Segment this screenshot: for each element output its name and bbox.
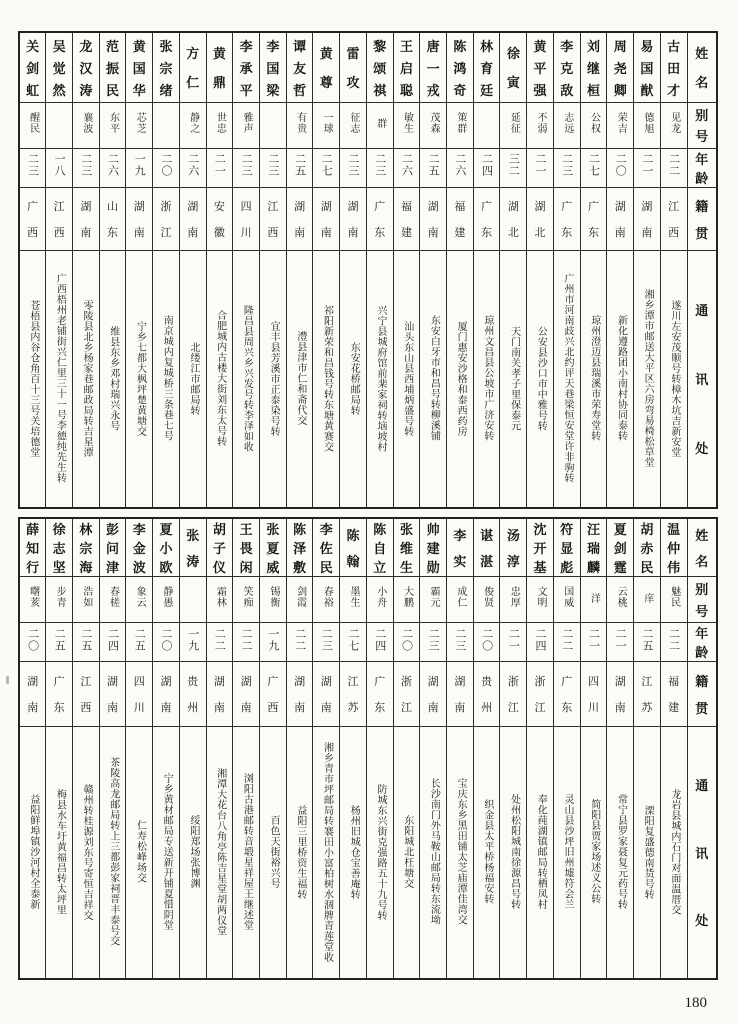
alias-cell: 步青 xyxy=(46,577,73,623)
name-cell: 龙 汉 涛 xyxy=(72,32,99,102)
age-cell: 二二 xyxy=(553,623,580,662)
native-cell: 广 东 xyxy=(553,662,580,727)
age-cell: 二五 xyxy=(634,623,661,662)
address-cell: 杨州旧城仓宝善庵转 xyxy=(340,727,367,979)
name-cell: 林 宗 海 xyxy=(72,518,99,577)
row-label-address: 通 讯 处 xyxy=(687,250,717,508)
age-cell: 二三 xyxy=(72,148,99,187)
native-cell: 江 西 xyxy=(660,187,687,250)
native-cell: 四 川 xyxy=(126,662,153,727)
native-cell: 广 东 xyxy=(553,187,580,250)
native-cell: 湖 南 xyxy=(179,187,206,250)
native-cell: 浙 江 xyxy=(153,187,180,250)
name-cell: 温 仲 伟 xyxy=(660,518,687,577)
native-cell: 广 东 xyxy=(46,662,73,727)
address-cell: 公安县沙口市中雅号转 xyxy=(527,250,554,508)
name-cell: 关 剑 虹 xyxy=(19,32,46,102)
name-cell: 谭 友 哲 xyxy=(286,32,313,102)
age-cell: 二四 xyxy=(527,623,554,662)
alias-cell: 剑霞 xyxy=(286,577,313,623)
name-cell: 李 金 波 xyxy=(126,518,153,577)
age-cell: 二一 xyxy=(634,148,661,187)
address-cell: 湘乡潭市邮送大平区六房弯易椅松草堂 xyxy=(634,250,661,508)
row-label-age: 年 龄 xyxy=(687,148,717,187)
row-label-alias: 别 号 xyxy=(687,102,717,148)
name-cell: 周 尧 卿 xyxy=(607,32,634,102)
name-cell: 张 涛 xyxy=(179,518,206,577)
address-row xyxy=(19,727,717,979)
alias-cell: 雅声 xyxy=(233,102,260,148)
directory-table-top xyxy=(18,31,718,509)
alias-cell: 霜林 xyxy=(206,577,233,623)
age-cell: 一八 xyxy=(46,148,73,187)
name-cell: 张 宗 绪 xyxy=(153,32,180,102)
address-cell: 长沙南门外马鞍山邮局转东流坳 xyxy=(420,727,447,979)
name-cell: 谌 湛 xyxy=(473,518,500,577)
native-cell: 湖 南 xyxy=(313,187,340,250)
native-cell: 江 苏 xyxy=(340,662,367,727)
address-cell: 琼州澄迈县瑞溪市荣寿堂转 xyxy=(580,250,607,508)
age-cell: 二一 xyxy=(607,623,634,662)
age-cell: 二二 xyxy=(286,623,313,662)
age-cell: 二〇 xyxy=(607,148,634,187)
alias-cell: 世忠 xyxy=(206,102,233,148)
name-cell: 沈 开 基 xyxy=(527,518,554,577)
age-cell: 二三 xyxy=(366,148,393,187)
name-cell: 黄 尊 xyxy=(313,32,340,102)
age-row xyxy=(19,623,717,662)
directory-table-bottom xyxy=(18,517,718,980)
alias-cell: 小舟 xyxy=(366,577,393,623)
native-cell: 广 西 xyxy=(260,662,287,727)
native-cell: 广 西 xyxy=(19,187,46,250)
age-cell: 二六 xyxy=(179,148,206,187)
address-cell: 遂川左安茂顺号转樟木坑吉新安堂 xyxy=(660,250,687,508)
alias-cell: 有贵 xyxy=(286,102,313,148)
native-cell: 福 建 xyxy=(660,662,687,727)
address-cell: 织金县太平桥杨福安转 xyxy=(473,727,500,979)
name-cell: 陈 翰 xyxy=(340,518,367,577)
name-cell: 徐 寅 xyxy=(500,32,527,102)
alias-cell: 浩如 xyxy=(72,577,99,623)
address-cell: 赣州转桂源刘东号寄恒吉祥交 xyxy=(72,727,99,979)
age-cell: 二二 xyxy=(206,623,233,662)
address-cell: 南京城内复城桥三条巷七号 xyxy=(153,250,180,508)
age-cell: 二三 xyxy=(553,148,580,187)
address-cell: 合肥城内古楼大街刘东太号转 xyxy=(206,250,233,508)
address-cell: 益阳鲜埠镇沙河村全泰新 xyxy=(19,727,46,979)
age-cell: 二二 xyxy=(660,148,687,187)
native-cell: 广 东 xyxy=(580,187,607,250)
age-cell: 二〇 xyxy=(393,623,420,662)
native-cell: 湖 南 xyxy=(420,662,447,727)
address-cell: 益阳三里桥资生福转 xyxy=(286,727,313,979)
native-cell: 湖 南 xyxy=(340,187,367,250)
native-cell: 江 苏 xyxy=(634,662,661,727)
address-cell: 仁寿松峰场交 xyxy=(126,727,153,979)
age-cell: 二五 xyxy=(46,623,73,662)
tables-wrap xyxy=(18,31,718,980)
alias-cell: 醒民 xyxy=(19,102,46,148)
native-cell: 贵 州 xyxy=(473,662,500,727)
age-cell: 二一 xyxy=(580,623,607,662)
name-cell: 李 克 敌 xyxy=(553,32,580,102)
name-cell: 王 畏 闲 xyxy=(233,518,260,577)
age-cell: 二七 xyxy=(580,148,607,187)
address-cell: 湘乡青市坪邮局转褰田小富柏树水涸牌青莲堂收 xyxy=(313,727,340,979)
name-cell: 方 仁 xyxy=(179,32,206,102)
native-cell: 浙 江 xyxy=(527,662,554,727)
native-cell: 湖 南 xyxy=(286,187,313,250)
alias-cell xyxy=(260,102,287,148)
alias-cell: 群 xyxy=(366,102,393,148)
name-row xyxy=(19,518,717,577)
alias-cell: 见龙 xyxy=(660,102,687,148)
age-cell: 二二 xyxy=(233,623,260,662)
native-cell: 江 西 xyxy=(72,662,99,727)
alias-cell: 魅民 xyxy=(660,577,687,623)
native-cell: 湖 南 xyxy=(206,662,233,727)
alias-cell: 策群 xyxy=(447,102,474,148)
name-cell: 唐 一 戎 xyxy=(420,32,447,102)
alias-cell: 霸元 xyxy=(420,577,447,623)
native-cell: 湖 南 xyxy=(420,187,447,250)
native-cell: 江 西 xyxy=(260,187,287,250)
native-cell: 湖 南 xyxy=(153,662,180,727)
alias-cell: 忠厚 xyxy=(500,577,527,623)
name-cell: 古 田 才 xyxy=(660,32,687,102)
age-cell: 一九 xyxy=(179,623,206,662)
address-cell: 隆昌县周兴乡兴发号转李泽如收 xyxy=(233,250,260,508)
age-cell: 二七 xyxy=(340,623,367,662)
row-label-alias: 别 号 xyxy=(687,577,717,623)
native-cell: 湖 南 xyxy=(99,662,126,727)
age-cell: 二三 xyxy=(260,148,287,187)
native-cell: 湖 南 xyxy=(19,662,46,727)
name-cell: 王 启 聪 xyxy=(393,32,420,102)
address-cell: 北缕江市邮局转 xyxy=(179,250,206,508)
alias-cell: 春裕 xyxy=(313,577,340,623)
row-label-name: 姓 名 xyxy=(687,518,717,577)
age-cell: 二五 xyxy=(72,623,99,662)
address-cell: 简阳县贾家场述义公转 xyxy=(580,727,607,979)
native-cell: 湖 南 xyxy=(72,187,99,250)
address-cell: 宁乡七都大枫坪楚黄塘交 xyxy=(126,250,153,508)
alias-cell: 文明 xyxy=(527,577,554,623)
address-cell: 宝庆东乡黑田铺太芝庙潭佳湾交 xyxy=(447,727,474,979)
native-cell: 四 川 xyxy=(233,187,260,250)
age-cell: 二〇 xyxy=(153,148,180,187)
alias-cell xyxy=(153,102,180,148)
address-cell: 厦门惠安沙格和泰西药房 xyxy=(447,250,474,508)
alias-cell: 延征 xyxy=(500,102,527,148)
native-row xyxy=(19,187,717,250)
address-cell: 苍梧县内谷仓角百十三号关培德堂 xyxy=(19,250,46,508)
row-label-name: 姓 名 xyxy=(687,32,717,102)
age-cell: 二四 xyxy=(366,623,393,662)
native-cell: 湖 南 xyxy=(447,662,474,727)
alias-cell: 公权 xyxy=(580,102,607,148)
name-cell: 徐 志 坚 xyxy=(46,518,73,577)
age-cell: 二三 xyxy=(19,148,46,187)
name-cell: 夏 小 欧 xyxy=(153,518,180,577)
age-cell: 二〇 xyxy=(19,623,46,662)
name-cell: 雷 攻 xyxy=(340,32,367,102)
native-cell: 湖 北 xyxy=(500,187,527,250)
name-cell: 陈 自 立 xyxy=(366,518,393,577)
name-cell: 吴 觉 然 xyxy=(46,32,73,102)
page-number: 180 xyxy=(684,995,707,1011)
age-cell: 二一 xyxy=(500,623,527,662)
alias-cell: 云桃 xyxy=(607,577,634,623)
address-cell: 奉化莼湖镇邮局转栖凤村 xyxy=(527,727,554,979)
address-cell: 零陵县北乡杨家巷邮政局转吉星潭 xyxy=(72,250,99,508)
age-cell: 二六 xyxy=(393,148,420,187)
address-cell: 宜丰县芳溪市正泰染号转 xyxy=(260,250,287,508)
age-cell: 二三 xyxy=(447,623,474,662)
alias-cell: 笑痴 xyxy=(233,577,260,623)
address-cell: 常宁县罗家聂复元药号转 xyxy=(607,727,634,979)
native-cell: 湖 南 xyxy=(313,662,340,727)
native-cell: 广 东 xyxy=(473,187,500,250)
name-cell: 黄 国 华 xyxy=(126,32,153,102)
address-cell: 广州市河南歧兴北约评天巷梁恒安堂许非驹转 xyxy=(553,250,580,508)
age-row xyxy=(19,148,717,187)
name-cell: 李 国 梁 xyxy=(260,32,287,102)
address-cell: 东安花桥邮局转 xyxy=(340,250,367,508)
name-cell: 范 振 民 xyxy=(99,32,126,102)
address-cell: 天门南关孝子里保泰元 xyxy=(500,250,527,508)
alias-cell xyxy=(46,102,73,148)
name-cell: 胡 赤 民 xyxy=(634,518,661,577)
name-cell: 张 夏 威 xyxy=(260,518,287,577)
native-cell: 江 西 xyxy=(46,187,73,250)
address-cell: 龙岩县城内石门对面温厝交 xyxy=(660,727,687,979)
native-cell: 福 建 xyxy=(393,187,420,250)
alias-cell: 静之 xyxy=(179,102,206,148)
address-cell: 琼州文昌县公坡市广济安转 xyxy=(473,250,500,508)
address-row xyxy=(19,250,717,508)
age-cell: 二三 xyxy=(420,623,447,662)
address-cell: 广西梧州老铺街兴仁里三十一号李德纯先生转 xyxy=(46,250,73,508)
age-cell: 二四 xyxy=(473,148,500,187)
alias-cell: 洋 xyxy=(580,577,607,623)
age-cell: 二〇 xyxy=(473,623,500,662)
alias-cell: 敏生 xyxy=(393,102,420,148)
native-cell: 湖 南 xyxy=(607,662,634,727)
name-cell: 陈 鸿 奇 xyxy=(447,32,474,102)
name-cell: 夏 剑 霆 xyxy=(607,518,634,577)
alias-cell xyxy=(473,102,500,148)
address-cell: 维县东乡邓村瑞兴永号 xyxy=(99,250,126,508)
name-cell: 汤 淳 xyxy=(500,518,527,577)
address-cell: 湘潭大花台八角亭陈吉星堂胡两仪堂 xyxy=(206,727,233,979)
alias-cell: 成仁 xyxy=(447,577,474,623)
name-cell: 汪 瑞 麟 xyxy=(580,518,607,577)
native-cell: 湖 南 xyxy=(233,662,260,727)
address-cell: 宁乡黄材邮局专送新开铺夏惜阴堂 xyxy=(153,727,180,979)
alias-row xyxy=(19,577,717,623)
alias-cell: 东平 xyxy=(99,102,126,148)
age-cell: 三二 xyxy=(500,148,527,187)
native-cell: 四 川 xyxy=(580,662,607,727)
native-cell: 湖 南 xyxy=(126,187,153,250)
alias-cell: 襄波 xyxy=(72,102,99,148)
alias-cell: 一球 xyxy=(313,102,340,148)
native-cell: 浙 江 xyxy=(500,662,527,727)
alias-cell: 静愚 xyxy=(153,577,180,623)
address-cell: 东阳城北枉塘交 xyxy=(393,727,420,979)
native-row xyxy=(19,662,717,727)
address-cell: 防城东兴街克强路五十九号转 xyxy=(366,727,393,979)
age-cell: 二七 xyxy=(313,148,340,187)
name-cell: 刘 继 桓 xyxy=(580,32,607,102)
name-cell: 张 维 生 xyxy=(393,518,420,577)
name-cell: 薛 知 行 xyxy=(19,518,46,577)
age-cell: 二一 xyxy=(206,148,233,187)
address-cell: 处州松阳城南徐源昌号转 xyxy=(500,727,527,979)
name-cell: 李 佐 民 xyxy=(313,518,340,577)
alias-cell: 不弱 xyxy=(527,102,554,148)
alias-cell: 志远 xyxy=(553,102,580,148)
name-cell: 黎 颂 祺 xyxy=(366,32,393,102)
alias-cell: 墨生 xyxy=(340,577,367,623)
row-label-native: 籍 贯 xyxy=(687,187,717,250)
name-cell: 陈 泽 敷 xyxy=(286,518,313,577)
address-cell: 茶陵高龙邮局转上三都彭家祠晋丰泰号交 xyxy=(99,727,126,979)
row-label-native: 籍 贯 xyxy=(687,662,717,727)
alias-row xyxy=(19,102,717,148)
address-cell: 澧县津市仁和斋代交 xyxy=(286,250,313,508)
age-cell: 一九 xyxy=(126,148,153,187)
name-row xyxy=(19,32,717,102)
alias-cell: 茂森 xyxy=(420,102,447,148)
alias-cell: 荣吉 xyxy=(607,102,634,148)
name-cell: 李 承 平 xyxy=(233,32,260,102)
age-cell: 二三 xyxy=(313,623,340,662)
age-cell: 二五 xyxy=(126,623,153,662)
name-cell: 胡 子 仪 xyxy=(206,518,233,577)
name-cell: 林 育 廷 xyxy=(473,32,500,102)
address-cell: 新化遵路团小南村协同泰转 xyxy=(607,250,634,508)
alias-cell: 国威 xyxy=(553,577,580,623)
age-cell: 二三 xyxy=(233,148,260,187)
address-cell: 祁阳新荣和昌钱号转东塘黄赛交 xyxy=(313,250,340,508)
native-cell: 福 建 xyxy=(447,187,474,250)
row-label-address: 通 讯 处 xyxy=(687,727,717,979)
alias-cell: 曙荄 xyxy=(19,577,46,623)
native-cell: 安 徽 xyxy=(206,187,233,250)
address-cell: 梅县水车圩黄福昌转太坪里 xyxy=(46,727,73,979)
address-cell: 百色天街裕兴号 xyxy=(260,727,287,979)
alias-cell: 锡衡 xyxy=(260,577,287,623)
age-cell: 二四 xyxy=(99,623,126,662)
native-cell: 山 东 xyxy=(99,187,126,250)
native-cell: 广 东 xyxy=(366,662,393,727)
age-cell: 二五 xyxy=(286,148,313,187)
address-cell: 绥阳郑场张博渊 xyxy=(179,727,206,979)
age-cell: 二三 xyxy=(340,148,367,187)
address-cell: 兴宁县城府馆前棐家祠转垴坡村 xyxy=(366,250,393,508)
address-cell: 灵山县沙坪旧州墟符会兰 xyxy=(553,727,580,979)
native-cell: 湖 北 xyxy=(527,187,554,250)
name-cell: 黄 鼎 xyxy=(206,32,233,102)
name-cell: 黄 平 强 xyxy=(527,32,554,102)
alias-cell: 俊贤 xyxy=(473,577,500,623)
address-cell: 溧阳复盛德南货号转 xyxy=(634,727,661,979)
native-cell: 浙 江 xyxy=(393,662,420,727)
alias-cell: 春槎 xyxy=(99,577,126,623)
age-cell: 二五 xyxy=(420,148,447,187)
name-cell: 帅 建 勋 xyxy=(420,518,447,577)
native-cell: 湖 南 xyxy=(634,187,661,250)
native-cell: 贵 州 xyxy=(179,662,206,727)
alias-cell: 象云 xyxy=(126,577,153,623)
age-cell: 二二 xyxy=(660,623,687,662)
row-label-age: 年 龄 xyxy=(687,623,717,662)
name-cell: 李 实 xyxy=(447,518,474,577)
alias-cell: 德旭 xyxy=(634,102,661,148)
name-cell: 易 国 猷 xyxy=(634,32,661,102)
alias-cell: 庠 xyxy=(634,577,661,623)
age-cell: 二一 xyxy=(527,148,554,187)
address-cell: 东安白牙市和昌号转柳溪铺 xyxy=(420,250,447,508)
age-cell: 一九 xyxy=(260,623,287,662)
address-cell: 浏阳古港邮转音塅星祥屋王继述堂 xyxy=(233,727,260,979)
name-cell: 符 显 彪 xyxy=(553,518,580,577)
name-cell: 彭 问 津 xyxy=(99,518,126,577)
alias-cell: 大鹏 xyxy=(393,577,420,623)
address-cell: 汕头东山县西埔炳盛号转 xyxy=(393,250,420,508)
age-cell: 二六 xyxy=(99,148,126,187)
native-cell: 广 东 xyxy=(366,187,393,250)
alias-cell xyxy=(179,577,206,623)
native-cell: 湖 南 xyxy=(607,187,634,250)
age-cell: 二〇 xyxy=(153,623,180,662)
native-cell: 湖 南 xyxy=(286,662,313,727)
alias-cell: 征志 xyxy=(340,102,367,148)
scan-artifact xyxy=(6,676,9,684)
alias-cell: 芯芝 xyxy=(126,102,153,148)
age-cell: 二六 xyxy=(447,148,474,187)
